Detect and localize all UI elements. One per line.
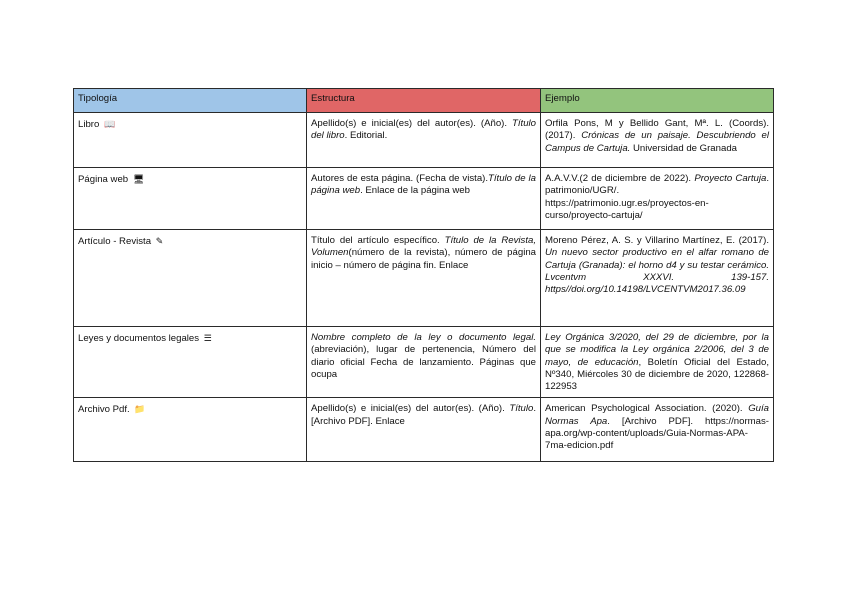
table-row [74,168,774,230]
estructura-italic: Título del libro [311,118,536,142]
ejemplo-cell [541,327,774,398]
estructura-cell [307,327,541,398]
tipologia-label: Página web [78,174,129,185]
estructura-text-tail: (abreviación), lugar de pertenencia, Número del diario oficial Fecha de lanzamiento. Páginas que ocupa [311,344,536,380]
header-ejemplo: Ejemplo [541,89,774,113]
table-row [74,230,774,327]
ejemplo-cell [541,230,774,327]
tipologia-cell [74,398,307,462]
estructura-italic: Título [509,403,534,415]
table-row [74,113,774,168]
folder-icon: 📁 [134,404,146,415]
ejemplo-text: A.A.V.V.(2 de diciembre de 2022). [545,173,695,184]
tipologia-label: Libro [78,119,100,130]
ejemplo-italic: Un nuevo sector productivo en el alfar romano de Cartuja (Granada): el horno d4 y su testar cerámico. Lvcentvm XXXVI. 139-157. https//doi.org/10.14198/LVCENTVM2017.36.09 [545,247,769,296]
computer-icon: 🖥 [132,174,145,184]
estructura-text: Apellido(s) e inicial(es) del autor(es). (Año). [311,118,512,129]
ejemplo-text: Moreno Pérez, A. S. y Villarino Martínez, E. (2017). [545,235,769,246]
estructura-italic: Título de la página web [311,173,536,197]
estructura-text: Título del artículo específico. [311,235,445,246]
estructura-text-tail: . [Archivo PDF]. Enlace [311,403,536,427]
header-row [74,89,774,113]
tipologia-label: Leyes y documentos legales [78,333,200,344]
ejemplo-italic: Ley Orgánica 3/2020, del 29 de diciembre, por la que se modifica la Ley orgánica 2/2006, del 3 de mayo, de educación [545,332,769,368]
ejemplo-italic: Crónicas de un paisaje. Descubriendo el Campus de Cartuja. [545,130,769,154]
ejemplo-text-tail: , Boletín Oficial del Estado, Nº340, Miércoles 30 de diciembre de 2020, 122868-122953 [545,356,769,393]
ejemplo-text-tail: . [Archivo PDF]. https://normas-apa.org/wp-content/uploads/Guia-Normas-APA-7ma-edicion.pdf [545,415,769,452]
ejemplo-text-tail: . patrimonio/UGR/. https://patrimonio.ugr.es/proyectos-en-curso/proyecto-cartuja/ [545,173,769,221]
table-row [74,398,774,462]
estructura-text-tail: . Editorial. [344,130,388,142]
ejemplo-text: American Psychological Association. (2020). [545,403,749,415]
estructura-text-tail: (número de la revista), número de página inicio – número de página fin. Enlace [311,247,536,271]
tipologia-cell [74,113,307,168]
header-estructura: Estructura [307,89,541,113]
estructura-italic: Nombre completo de la ley o documento legal. [311,332,536,343]
header-tipologia: Tipología [74,89,307,113]
ejemplo-cell [541,398,774,462]
tipologia-cell [74,327,307,398]
estructura-cell [307,230,541,327]
apa-citation-table [73,88,774,462]
estructura-cell [307,113,541,168]
estructura-cell [307,398,541,462]
estructura-text: Apellido(s) e inicial(es) del autor(es). (Año). [311,403,510,415]
estructura-cell [307,168,541,230]
tipologia-label: Artículo - Revista [78,236,152,247]
estructura-text-tail: . Enlace de la página web [360,185,470,197]
ejemplo-italic: Guía Normas Apa [545,403,769,427]
ejemplo-cell [541,168,774,230]
tipologia-cell [74,230,307,327]
pencil-icon: ✎ [155,236,164,246]
ejemplo-text: Orfila Pons, M y Bellido Gant, Mª. L. (Coords).(2017). [545,118,769,142]
book-icon: 📖 [104,119,116,129]
ejemplo-text-tail: Universidad de Granada [630,142,737,154]
ejemplo-cell [541,113,774,168]
tipologia-label: Archivo Pdf. [78,404,130,416]
estructura-italic: Título de la Revista, Volumen [311,235,536,259]
estructura-text: Autores de esta página. (Fecha de vista). [311,173,489,184]
document-lines-icon: ☰ [203,333,212,343]
table-row [74,327,774,398]
ejemplo-italic: Proyecto Cartuja [694,173,767,184]
tipologia-cell [74,168,307,230]
